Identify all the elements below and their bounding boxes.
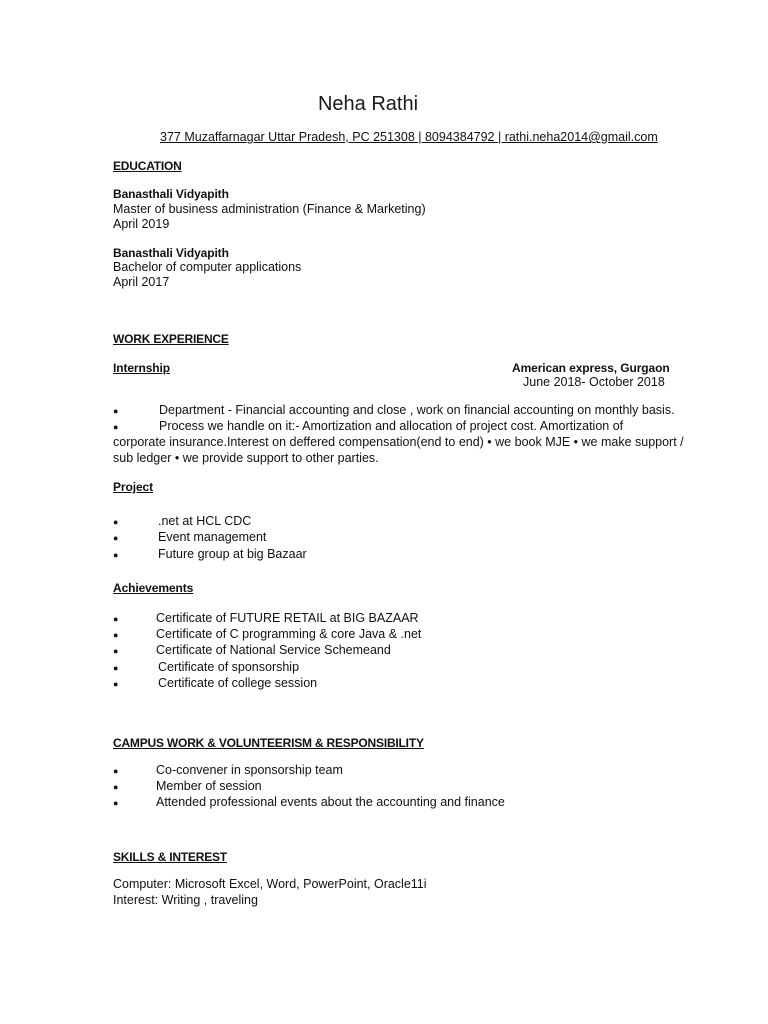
campus-item-text: Co-convener in sponsorship team <box>156 763 343 777</box>
achievements-heading: Achievements <box>113 581 194 595</box>
skills-heading: SKILLS & INTEREST <box>113 850 227 864</box>
project-item <box>113 530 513 546</box>
campus-item <box>113 795 613 811</box>
achievement-item-text: Certificate of sponsorship <box>158 660 300 674</box>
bullet-icon: ● <box>113 679 119 689</box>
project-item-text: Future group at big Bazaar <box>158 547 307 561</box>
project-heading: Project <box>113 480 153 494</box>
achievement-item-text: Certificate of C programming & core Java & .net <box>156 627 422 641</box>
project-item <box>113 514 513 530</box>
project-item-text: Event management <box>158 530 267 544</box>
bullet-icon: ● <box>113 646 119 656</box>
work-bullet-2-continuation: corporate insurance.Interest on deffered compensation(end to end) • we book MJE • we make support / sub ledger • we provide support to other parties. <box>113 435 684 465</box>
work-dates: June 2018- October 2018 <box>523 375 665 389</box>
achievement-item-text: Certificate of FUTURE RETAIL at BIG BAZAAR <box>156 611 419 625</box>
education-school-1: Banasthali Vidyapith <box>113 187 229 201</box>
bullet-icon: ● <box>113 406 119 416</box>
achievement-item <box>113 676 513 692</box>
skills-interest: Interest: Writing , traveling <box>113 893 258 907</box>
bullet-icon: ● <box>113 533 119 543</box>
campus-item-text: Attended professional events about the accounting and finance <box>156 795 505 809</box>
campus-item <box>113 779 613 795</box>
achievement-item <box>113 627 513 643</box>
work-heading: WORK EXPERIENCE <box>113 332 229 346</box>
education-heading: EDUCATION <box>113 159 182 173</box>
project-item-text: .net at HCL CDC <box>158 514 252 528</box>
bullet-icon: ● <box>113 798 119 808</box>
work-bullet-2-text: Process we handle on it:- Amortization and allocation of project cost. Amortization of <box>159 419 624 433</box>
bullet-icon: ● <box>113 663 119 673</box>
bullet-icon: ● <box>113 550 119 560</box>
bullet-icon: ● <box>113 782 119 792</box>
campus-item-text: Member of session <box>156 779 262 793</box>
education-date-2: April 2017 <box>113 275 170 289</box>
achievement-item-text: Certificate of National Service Schemeand <box>156 643 391 657</box>
bullet-icon: ● <box>113 422 119 432</box>
education-degree-2: Bachelor of computer applications <box>113 260 302 274</box>
bullet-icon: ● <box>113 614 119 624</box>
project-item <box>113 547 513 563</box>
skills-computer: Computer: Microsoft Excel, Word, PowerPoint, Oracle11i <box>113 877 427 891</box>
campus-heading: CAMPUS WORK & VOLUNTEERISM & RESPONSIBILITY <box>113 736 424 750</box>
bullet-icon: ● <box>113 630 119 640</box>
achievement-item <box>113 643 513 659</box>
education-school-2: Banasthali Vidyapith <box>113 246 229 260</box>
achievement-item <box>113 611 513 627</box>
work-role: Internship <box>113 361 171 375</box>
education-degree-1: Master of business administration (Finance & Marketing) <box>113 202 426 216</box>
achievement-item-text: Certificate of college session <box>158 676 318 690</box>
work-bullet-1-text: Department - Financial accounting and close , work on financial accounting on monthly basis. <box>159 403 675 417</box>
work-bullet-1 <box>113 403 713 419</box>
bullet-icon: ● <box>113 517 119 527</box>
campus-item <box>113 763 613 779</box>
achievement-item <box>113 660 513 676</box>
education-date-1: April 2019 <box>113 217 170 231</box>
work-bullet-2 <box>113 419 713 435</box>
resume-name: Neha Rathi <box>317 93 419 115</box>
work-company: American express, Gurgaon <box>512 361 670 375</box>
contact-line: 377 Muzaffarnagar Uttar Pradesh, PC 251308 | 8094384792 | rathi.neha2014@gmail.com <box>160 130 658 144</box>
bullet-icon: ● <box>113 766 119 776</box>
